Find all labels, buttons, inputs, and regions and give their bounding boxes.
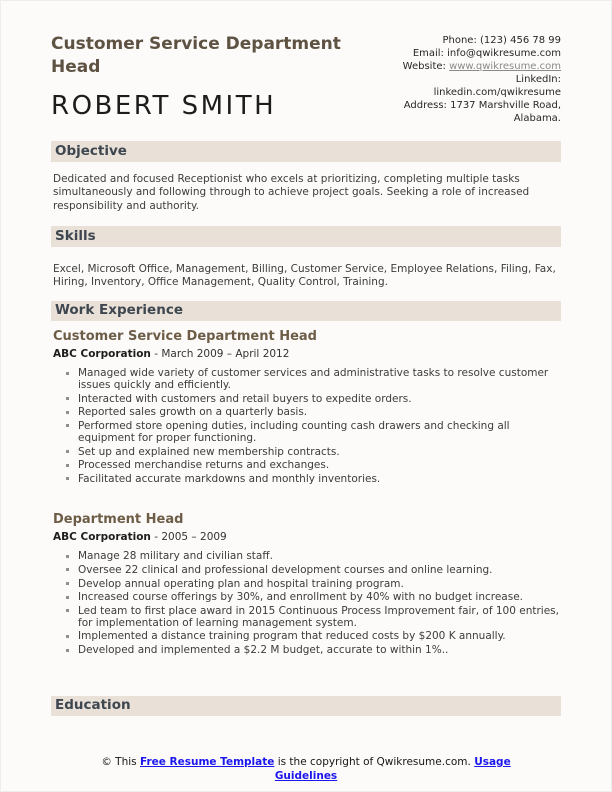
job-bullet: Develop annual operating plan and hospital training program.	[65, 578, 561, 590]
job-bullet: Oversee 22 clinical and professional development courses and online learning.	[65, 564, 561, 576]
free-resume-template-link[interactable]: Free Resume Template	[139, 756, 275, 768]
job-bullet: Reported sales growth on a quarterly basis.	[65, 406, 561, 418]
job-bullet: Facilitated accurate markdowns and monthly inventories.	[65, 473, 561, 485]
contact-phone	[342, 34, 562, 47]
job-title: Customer Service Department Head	[53, 329, 317, 344]
address-label: Address:	[403, 100, 447, 111]
job-bullet: Increased course offerings by 30%, and enrollment by 40% with no budget increase.	[65, 591, 561, 603]
header-left	[51, 31, 342, 125]
job-bullet: Manage 28 military and civilian staff.	[65, 550, 561, 562]
job-bullet: Developed and implemented a $2.2 M budget, accurate to within 1%..	[65, 644, 561, 656]
job-bullet-list	[51, 550, 561, 656]
footer-middle: is the copyright of Qwikresume.com.	[274, 756, 475, 768]
contact-address	[342, 99, 562, 112]
linkedin-value: linkedin.com/qwikresume	[433, 87, 561, 98]
section-heading-education: Education	[51, 696, 561, 717]
job-entry	[51, 329, 561, 486]
linkedin-label: LinkedIn:	[515, 74, 561, 85]
company-name: ABC Corporation	[53, 531, 151, 544]
objective-text: Dedicated and focused Receptionist who excels at prioritizing, completing multiple tasks simultaneously and following through to achieve project goals. Seeking a role of increased responsibility and authority.	[53, 172, 530, 212]
job-title: Department Head	[53, 512, 184, 528]
address-value-line1: 1737 Marshville Road,	[450, 100, 561, 111]
job-bullet: Led team to first place award in 2015 Continuous Process Improvement fair, of 100 entries, for implementation of learning management system.	[65, 605, 561, 629]
contact-website	[342, 60, 562, 73]
job-dates: - 2005 – 2009	[154, 531, 227, 544]
header	[51, 31, 561, 125]
address-value-line2: Alabama.	[513, 113, 561, 124]
job-meta	[53, 531, 561, 543]
website-link[interactable]: www.qwikresume.com	[449, 61, 561, 72]
email-label: Email:	[412, 48, 444, 59]
job-meta	[53, 348, 561, 360]
job-entry	[51, 512, 561, 657]
skills-text: Excel, Microsoft Office, Management, Billing, Customer Service, Employee Relations, Filing, Fax, Hiring, Inventory, Office Management, Quality Control, Training.	[53, 262, 556, 288]
job-bullet: Interacted with customers and retail buyers to expedite orders.	[65, 393, 561, 405]
section-heading-work-experience: Work Experience	[51, 301, 561, 322]
section-heading-objective: Objective	[51, 141, 561, 162]
job-bullet: Performed store opening duties, including counting cash drawers and checking all equipment for proper functioning.	[65, 420, 561, 444]
job-bullet: Processed merchandise returns and exchanges.	[65, 459, 561, 471]
contact-email	[342, 47, 562, 60]
footer-prefix: © This	[101, 756, 140, 768]
job-bullet: Implemented a distance training program that reduced costs by $200 K annually.	[65, 630, 561, 642]
email-value: info@qwikresume.com	[447, 48, 561, 59]
phone-value: (123) 456 78 99	[480, 35, 561, 46]
person-name: ROBERT SMITH	[51, 90, 277, 121]
job-bullet-list	[51, 367, 561, 485]
usage-guidelines-link[interactable]: Usage Guidelines	[274, 756, 511, 782]
phone-label: Phone:	[442, 35, 477, 46]
footer	[88, 755, 524, 785]
job-bullet: Set up and explained new membership contracts.	[65, 446, 561, 458]
job-bullet: Managed wide variety of customer services and administrative tasks to resolve customer issues quickly and efficiently.	[65, 367, 561, 391]
document-title: Customer Service Department Head	[51, 34, 341, 77]
section-heading-skills: Skills	[51, 226, 561, 247]
job-dates: - March 2009 – April 2012	[154, 348, 290, 360]
company-name: ABC Corporation	[53, 348, 151, 360]
contact-block	[342, 31, 562, 125]
website-label: Website:	[402, 61, 446, 72]
